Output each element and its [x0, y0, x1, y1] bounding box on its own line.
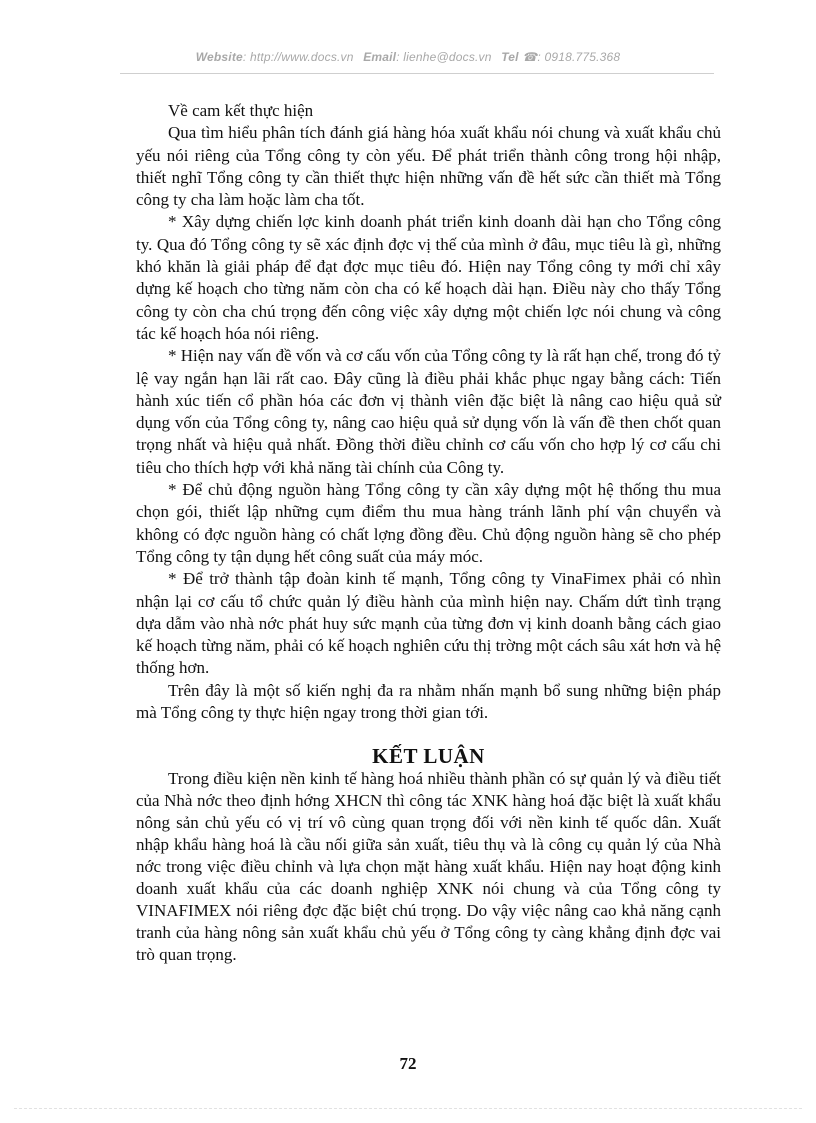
phone-icon: ☎	[522, 50, 538, 64]
page-number: 72	[399, 1054, 417, 1073]
paragraph: Trên đây là một số kiến nghị đa ra nhằm nhấn mạnh bổ sung những biện pháp mà Tổng công ty thực hiện ngay trong thời gian tới.	[136, 680, 721, 723]
website-label: Website	[195, 50, 243, 64]
tel-value: : 0918.775.368	[537, 50, 621, 64]
paragraph: * Để trở thành tập đoàn kinh tế mạnh, Tổng công ty VinaFimex phải có nhìn nhận lại cơ cấu tổ chức quản lý điều hành của mình hiện nay. Chấm dứt tình trạng dựa dẫm vào nhà nớc phát huy sức mạnh của từng đơn vị kinh doanh bằng cách giao kế hoạch từng năm, phải có kế hoạch nghiên cứu thị trờng một cách sâu xát hơn và hệ thống hơn.	[136, 569, 721, 678]
conclusion-paragraph: Trong điều kiện nền kinh tế hàng hoá nhiều thành phần có sự quản lý và điều tiết của Nhà nớc theo định hớng XHCN thì công tác XNK hàng hoá đặc biệt là xuất khẩu nông sản chủ yếu có vị trí vô cùng quan trọng đối với nền kinh tế quốc dân. Xuất nhập khẩu hàng hoá là cầu nối giữa sản xuất, tiêu thụ và là công cụ quản lý của Nhà nớc trong việc điều chỉnh và lựa chọn mặt hàng xuất khẩu. Hiện nay hoạt động kinh doanh xuất khẩu của các doanh nghiệp XNK nói chung và của Tổng công ty VINAFIMEX nói riêng đợc đặc biệt chú trọng. Do vậy việc nâng cao khả năng cạnh tranh của hàng nông sản xuất khẩu chủ yếu ở Tổng công ty càng khẳng định đợc vai trò quan trọng.	[136, 769, 721, 965]
document-body	[136, 100, 721, 966]
paragraph: * Để chủ động nguồn hàng Tổng công ty cần xây dựng một hệ thống thu mua chọn gói, thiết lập những cụm điểm thu mua hàng tránh lãnh phí vận chuyển và không có đợc nguồn hàng có chất lợng đồng đều. Chủ động nguồn hàng sẽ cho phép Tổng công ty tận dụng hết công suất của máy móc.	[136, 480, 721, 566]
website-value: : http://www.docs.vn	[242, 50, 354, 64]
paragraph: * Hiện nay vấn đề vốn và cơ cấu vốn của Tổng công ty là rất hạn chế, trong đó tỷ lệ vay ngắn hạn lãi rất cao. Đây cũng là điều phải khắc phục ngay bằng cách: Tiến hành xúc tiến cổ phần hóa các đơn vị thành viên đặc biệt là nâng cao hiệu quả sử dụng vốn của Tổng công ty, nâng cao hiệu quả sử dụng vốn là vấn đề then chốt quan trọng nhất và hiệu quả nhất. Đồng thời điều chỉnh cơ cấu vốn cho hợp lý cơ cấu chi tiêu cho thích hợp với khả năng tài chính của Công ty.	[136, 346, 721, 477]
header-divider	[120, 73, 714, 74]
email-value: : lienhe@docs.vn	[396, 50, 492, 64]
page-header	[0, 50, 816, 64]
footer-divider	[14, 1108, 802, 1109]
paragraph: * Xây dựng chiến lợc kinh doanh phát triển kinh doanh dài hạn cho Tổng công ty. Qua đó Tổng công ty sẽ xác định đợc vị thế của mình ở đâu, mục tiêu là gì, những khó khăn là giải pháp để đạt đợc mục tiêu đó. Hiện nay Tổng công ty mới chỉ xây dựng kế hoạch cho từng năm còn cha có kế hoạch dài hạn. Điều này cho thấy Tổng công ty còn cha chú trọng đến công việc xây dựng một chiến lợc nói chung và công tác kế hoạch hóa nói riêng.	[136, 212, 721, 343]
paragraph: Qua tìm hiểu phân tích đánh giá hàng hóa xuất khẩu nói chung và xuất khẩu chủ yếu nói riêng của Tổng công ty còn yếu. Để phát triển thành công trong hội nhập, thiết nghĩ Tổng công ty cần thiết thực hiện những vấn đề hết sức cần thiết mà Tổng công ty cha làm hoặc làm cha tốt.	[136, 123, 721, 210]
email-label: Email	[363, 50, 397, 64]
section-heading: Về cam kết thực hiện	[168, 101, 314, 120]
tel-label: Tel	[501, 50, 519, 64]
conclusion-title: KẾT LUẬN	[372, 744, 485, 769]
